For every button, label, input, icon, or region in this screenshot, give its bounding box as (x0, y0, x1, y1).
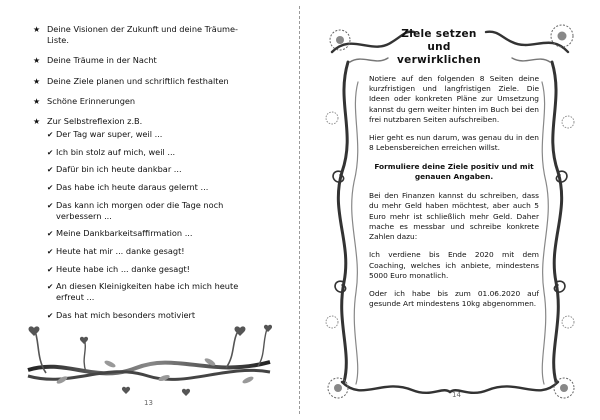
page-number: 13 (144, 399, 153, 407)
list-item (33, 116, 285, 321)
sublist-item (47, 147, 285, 158)
page-number: 14 (452, 391, 461, 399)
check-icon: ✔ (47, 183, 54, 192)
paragraph: Oder ich habe bis zum 01.06.2020 auf gesunde Art mindestens 10kg abgenommen. (369, 289, 539, 309)
page-content (369, 74, 539, 318)
title-line-2: und verwirklichen (397, 41, 481, 66)
sublist-item-label: Meine Dankbarkeitsaffirmation ... (56, 228, 193, 239)
sublist-item (47, 264, 285, 275)
star-icon: ★ (33, 56, 41, 66)
list-item (33, 76, 285, 87)
sublist-item (47, 129, 285, 140)
sublist-item (47, 281, 285, 303)
sublist-item-label: Das hat mich besonders motiviert (56, 309, 196, 320)
sublist-item (47, 246, 285, 257)
page-13 (0, 0, 298, 420)
check-icon: ✔ (47, 147, 54, 157)
list-item-label: Deine Ziele planen und schriftlich festhalten (47, 75, 229, 86)
list-item-label: Deine Visionen der Zukunft und deine Träume- (47, 24, 238, 34)
sublist-item-label: An diesen Kleinigkeiten habe ich mich heute (56, 281, 239, 292)
list-item-label: Deine Träume in der Nacht (47, 55, 157, 66)
list-item (33, 24, 285, 46)
check-icon: ✔ (47, 130, 54, 140)
list-item-label: Schöne Erinnerungen (47, 95, 136, 106)
paragraph: Hier geht es nun darum, was genau du in den 8 Lebensbereichen erreichen willst. (369, 133, 539, 153)
sublist-item (47, 182, 285, 193)
sublist-item-label: Das habe ich heute daraus gelernt ... (56, 182, 209, 192)
list-item-label: Zur Selbstreflexion z.B. (47, 116, 143, 127)
paragraph: Notiere auf den folgenden 8 Seiten deine kurzfristigen und langfristigen Ziele. Die Ideen oder konkreten Pläne zur Umsetzung kannst du gern weiter hinten im Buch bei den frei nutzbaren Seiten aufschreiben. (369, 74, 539, 124)
highlight-paragraph: Formuliere deine Ziele positiv und mit genauen Angaben. (374, 161, 534, 181)
sublist-item-label: Heute habe ich ... danke gesagt! (56, 263, 190, 274)
list-item-label-cont: Liste. (47, 35, 69, 46)
title-line-1: Ziele setzen (401, 28, 477, 40)
star-icon: ★ (33, 76, 41, 86)
sublist-item-label: Ich bin stolz auf mich, weil ... (56, 146, 176, 157)
sublist-item-label: Dafür bin ich heute dankbar ... (56, 164, 182, 175)
flower-icon (554, 378, 574, 398)
sublist-item-label: Der Tag war super, weil ... (56, 129, 163, 140)
sublist-item-label: Das kann ich morgen oder die Tage noch (56, 199, 224, 210)
reflection-sublist (47, 129, 285, 321)
journal-topics-list (33, 24, 285, 330)
sublist-item-label-cont: verbessern ... (56, 210, 112, 221)
sublist-item (47, 164, 285, 175)
check-icon: ✔ (47, 282, 54, 292)
sublist-item (47, 228, 285, 239)
list-item (33, 55, 285, 66)
check-icon: ✔ (47, 200, 54, 210)
check-icon: ✔ (47, 246, 54, 256)
star-icon: ★ (33, 96, 41, 106)
check-icon: ✔ (47, 264, 54, 274)
page-title (388, 28, 490, 67)
sublist-item-label-cont: erfreut ... (56, 292, 95, 303)
sublist-item-label: Heute hat mir ... danke gesagt! (56, 245, 185, 256)
flower-icon (551, 25, 573, 47)
check-icon: ✔ (47, 165, 54, 175)
check-icon: ✔ (47, 310, 54, 320)
page-fold-divider (299, 6, 300, 414)
sublist-item (47, 200, 285, 222)
star-icon: ★ (33, 25, 41, 34)
vine-ornament (26, 318, 272, 396)
paragraph: Ich verdiene bis Ende 2020 mit dem Coaching, welches ich anbiete, mindestens 5000 Euro monatlich. (369, 250, 539, 280)
star-icon: ★ (33, 117, 41, 127)
check-icon: ✔ (47, 229, 54, 239)
list-item (33, 96, 285, 107)
paragraph: Bei den Finanzen kannst du schreiben, dass du mehr Geld haben möchtest, aber auch 5 Euro mehr ist schließlich mehr Geld. Daher mache es messbar und schreibe konkrete Zahlen dazu: (369, 191, 539, 242)
